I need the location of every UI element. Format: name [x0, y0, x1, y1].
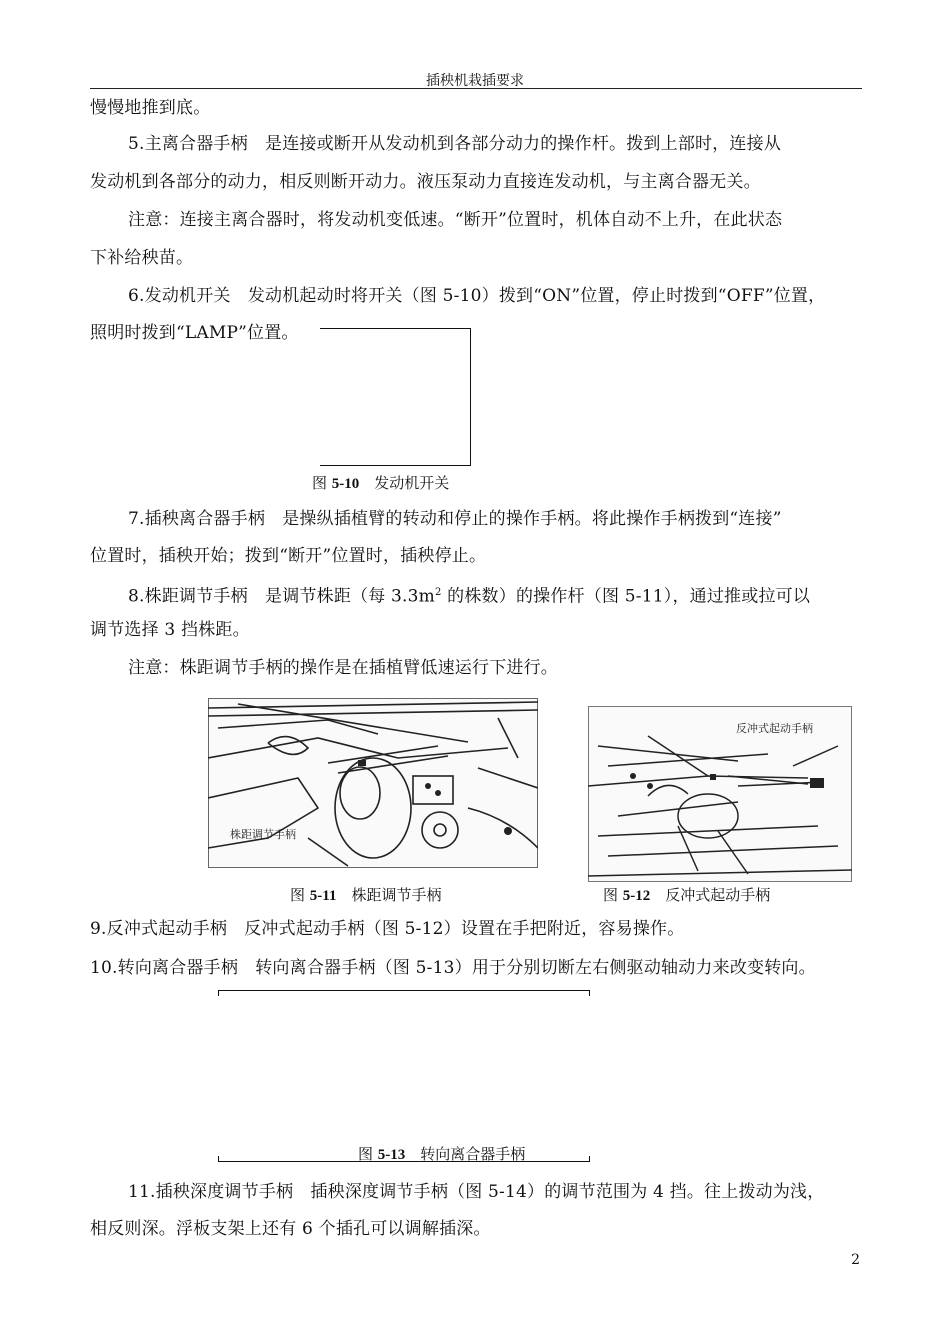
figure-5-13-frame-top: [218, 990, 590, 991]
paragraph-line: 慢慢地推到底。: [90, 98, 211, 118]
paragraph-line: 下补给秧苗。: [90, 248, 194, 268]
paragraph-line: 相反则深。浮板支架上还有 6 个插孔可以调解插深。: [90, 1219, 491, 1239]
figure-5-12-image: [588, 706, 852, 882]
figure-5-11-image-label: 株距调节手柄: [230, 828, 296, 841]
figure-5-10-caption: 图 5-10 发动机开关: [312, 474, 450, 492]
running-header: 插秧机栽插要求: [426, 73, 524, 89]
figure-5-12-image-label: 反冲式起动手柄: [736, 722, 813, 735]
figure-5-10-frame: [320, 328, 471, 466]
paragraph-line: 位置时，插秧开始；拨到“断开”位置时，插秧停止。: [90, 546, 487, 566]
figure-5-13-caption: 图 5-13 转向离合器手柄: [358, 1145, 526, 1163]
paragraph-line: 注意：连接主离合器时，将发动机变低速。“断开”位置时，机体自动不上升，在此状态: [128, 210, 783, 230]
figure-5-13-frame-bottom: [218, 1161, 590, 1162]
paragraph-line: 9.反冲式起动手柄 反冲式起动手柄（图 5-12）设置在手把附近，容易操作。: [90, 919, 685, 939]
paragraph-line: 调节选择 3 挡株距。: [90, 620, 250, 640]
page-number: 2: [851, 1252, 860, 1268]
paragraph-line: 10.转向离合器手柄 转向离合器手柄（图 5-13）用于分别切断左右侧驱动轴动力来改变转向。: [90, 958, 816, 978]
paragraph-line: 7.插秧离合器手柄 是操纵插植臂的转动和停止的操作手柄。将此操作手柄拨到“连接”: [128, 509, 782, 529]
figure-5-11-caption: 图 5-11 株距调节手柄: [290, 886, 442, 904]
paragraph-line: 注意：株距调节手柄的操作是在插植臂低速运行下进行。: [128, 658, 558, 678]
figure-5-13-frame-tick: [589, 990, 590, 996]
recoil-starter-drawing-icon: [588, 706, 852, 882]
paragraph-line: 6.发动机开关 发动机起动时将开关（图 5-10）拨到“ON”位置，停止时拨到“OFF”位置，: [128, 286, 826, 306]
figure-5-11-image: [208, 698, 538, 868]
figure-5-13-frame-tick: [218, 990, 219, 996]
header-rule: [90, 88, 862, 89]
paragraph-line: 照明时拨到“LAMP”位置。: [90, 323, 299, 343]
paragraph-line: 5.主离合器手柄 是连接或断开从发动机到各部分动力的操作杆。拨到上部时，连接从: [128, 134, 782, 154]
paragraph-line: 11.插秧深度调节手柄 插秧深度调节手柄（图 5-14）的调节范围为 4 挡。往上拨动为浅，: [128, 1182, 825, 1202]
machine-drawing-icon: [208, 698, 538, 868]
paragraph-line: 8.株距调节手柄 是调节株距（每 $3.3m^2$ 的株数）的操作杆（图 5-11），通过推或拉可以: [128, 586, 811, 607]
figure-5-12-caption: 图 5-12 反冲式起动手柄: [603, 886, 771, 904]
paragraph-line: 发动机到各部分的动力，相反则断开动力。液压泵动力直接连发动机，与主离合器无关。: [90, 172, 761, 192]
